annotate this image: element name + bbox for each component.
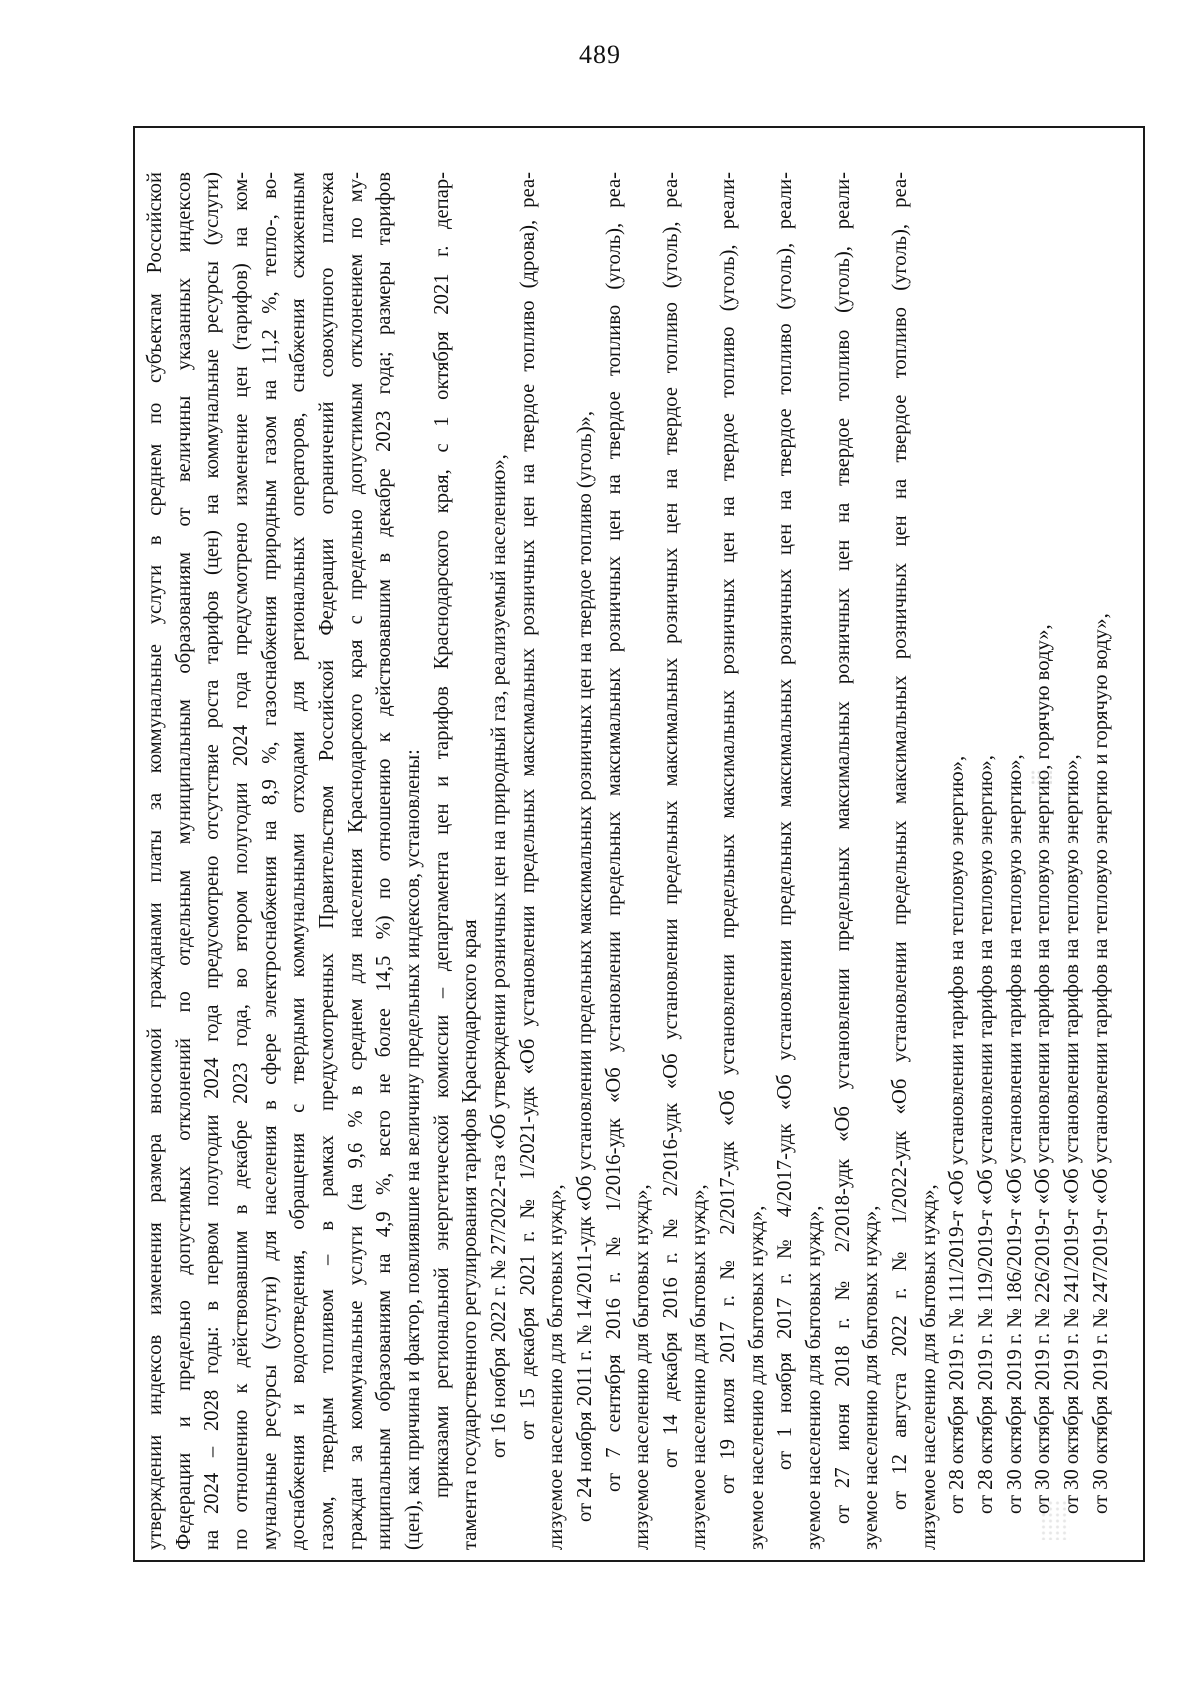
text-line: от 30 октября 2019 г. № 247/2019-т «Об установлении тарифов на тепловую энергию и горячую воду», bbox=[1089, 613, 1112, 1514]
text-line: от 28 октября 2019 г. № 111/2019-т «Об установлении тарифов на тепловую энергию», bbox=[946, 755, 969, 1514]
text-line: зуемое населению для бытовых нужд», bbox=[745, 1205, 768, 1550]
text-line: лизуемое населению для бытовых нужд», bbox=[631, 1184, 654, 1550]
text-line: лизуемое населению для бытовых нужд», bbox=[688, 1184, 711, 1550]
text-line: зуемое населению для бытовых нужд», bbox=[803, 1205, 826, 1550]
text-line: доснабжения и водоотведения, обращения с твердыми коммунальными отходами для региональных операторов, снабжения сжиженным bbox=[287, 172, 310, 1550]
page-number: 489 bbox=[579, 40, 621, 69]
text-line: мунальные ресурсы (услуги) для населения в сфере электроснабжения на 8,9 %, газоснабжения природным газом на 11,2 %, тепло-, во- bbox=[258, 172, 281, 1550]
text-line: от 7 сентября 2016 г. № 1/2016-удк «Об установлении предельных максимальных розничных цен на твердое топливо (уголь), реа- bbox=[602, 172, 625, 1492]
text-line: от 24 ноября 2011 г. № 14/2011-удк «Об установлении предельных максимальных розничных цен на твердое топливо (уголь)», bbox=[573, 410, 596, 1522]
text-line: от 27 июня 2018 г. № 2/2018-удк «Об установлении предельных максимальных розничных цен на твердое топливо (уголь), реали- bbox=[831, 172, 854, 1524]
scan-noise bbox=[1030, 770, 1052, 784]
text-line: по отношению к действовавшим в декабре 2023 года, во втором полугодии 2024 года предусмотрено изменение цен (тарифов) на ком- bbox=[229, 172, 252, 1550]
text-line: граждан за коммунальные услуги (на 9,6 % в среднем для населения Краснодарского края с предельно допустимым отклонением по му- bbox=[344, 172, 367, 1550]
text-line: зуемое населению для бытовых нужд», bbox=[860, 1205, 883, 1550]
text-line: от 28 октября 2019 г. № 119/2019-т «Об установлении тарифов на тепловую энергию», bbox=[975, 755, 998, 1514]
text-line: от 30 октября 2019 г. № 186/2019-т «Об установлении тарифов на тепловую энергию», bbox=[1003, 754, 1026, 1514]
text-line: от 14 декабря 2016 г. № 2/2016-удк «Об установлении предельных максимальных розничных цен на твердое топливо (уголь), реа- bbox=[659, 172, 682, 1468]
text-line: от 15 декабря 2021 г. № 1/2021-удк «Об установлении предельных максимальных розничных цен на твердое топливо (дрова), реа- bbox=[516, 172, 539, 1440]
text-line: приказами региональной энергетической комиссии – департамента цен и тарифов Краснодарского края, с 1 октября 2021 г. депар- bbox=[430, 172, 453, 1498]
text-line: тамента государственного регулирования тарифов Краснодарского края bbox=[459, 919, 482, 1550]
rotated-text-block bbox=[139, 156, 1135, 1560]
text-line: на 2024 – 2028 годы: в первом полугодии 2024 года предусмотрено отсутствие роста тарифов (цен) на коммунальные ресурсы (услуги) bbox=[201, 172, 224, 1550]
text-line: ниципальным образованиям на 4,9 %, всего не более 14,5 %) по отношению к действовавшим в декабре 2023 года; размеры тарифов bbox=[373, 172, 396, 1550]
text-line: от 16 ноября 2022 г. № 27/2022-газ «Об утверждении розничных цен на природный газ, реализуемый населению», bbox=[487, 454, 510, 1458]
text-line: от 19 июля 2017 г. № 2/2017-удк «Об установлении предельных максимальных розничных цен на твердое топливо (уголь), реали- bbox=[717, 172, 740, 1494]
text-line: от 1 ноября 2017 г. № 4/2017-удк «Об установлении предельных максимальных розничных цен на твердое топливо (уголь), реали- bbox=[774, 172, 797, 1470]
text-line: лизуемое населению для бытовых нужд», bbox=[545, 1184, 568, 1550]
text-line: от 30 октября 2019 г. № 241/2019-т «Об установлении тарифов на тепловую энергию», bbox=[1061, 754, 1083, 1514]
text-line: от 30 октября 2019 г. № 226/2019-т «Об установлении тарифов на тепловую энергию, горячую воду», bbox=[1032, 624, 1055, 1514]
text-line: Федерации и предельно допустимых отклонений по отдельным муниципальным образованиям от величины указанных индексов bbox=[172, 172, 195, 1550]
text-line: (цен), как причина и фактор, повлиявшие на величину предельных индексов, установлены: bbox=[401, 749, 424, 1550]
table-cell bbox=[133, 126, 1145, 1562]
scan-noise bbox=[1040, 1500, 1070, 1540]
text-line: газом, твердым топливом – в рамках предусмотренных Правительством Российской Федерации ограничений совокупного платежа bbox=[315, 172, 338, 1550]
text-line: от 12 августа 2022 г. № 1/2022-удк «Об установлении предельных максимальных розничных цен на твердое топливо (уголь), реа- bbox=[889, 172, 912, 1510]
text-line: лизуемое населению для бытовых нужд», bbox=[917, 1184, 940, 1550]
text-line: утверждении индексов изменения размера вносимой гражданами платы за коммунальные услуги в среднем по субъектам Российской bbox=[144, 172, 166, 1550]
